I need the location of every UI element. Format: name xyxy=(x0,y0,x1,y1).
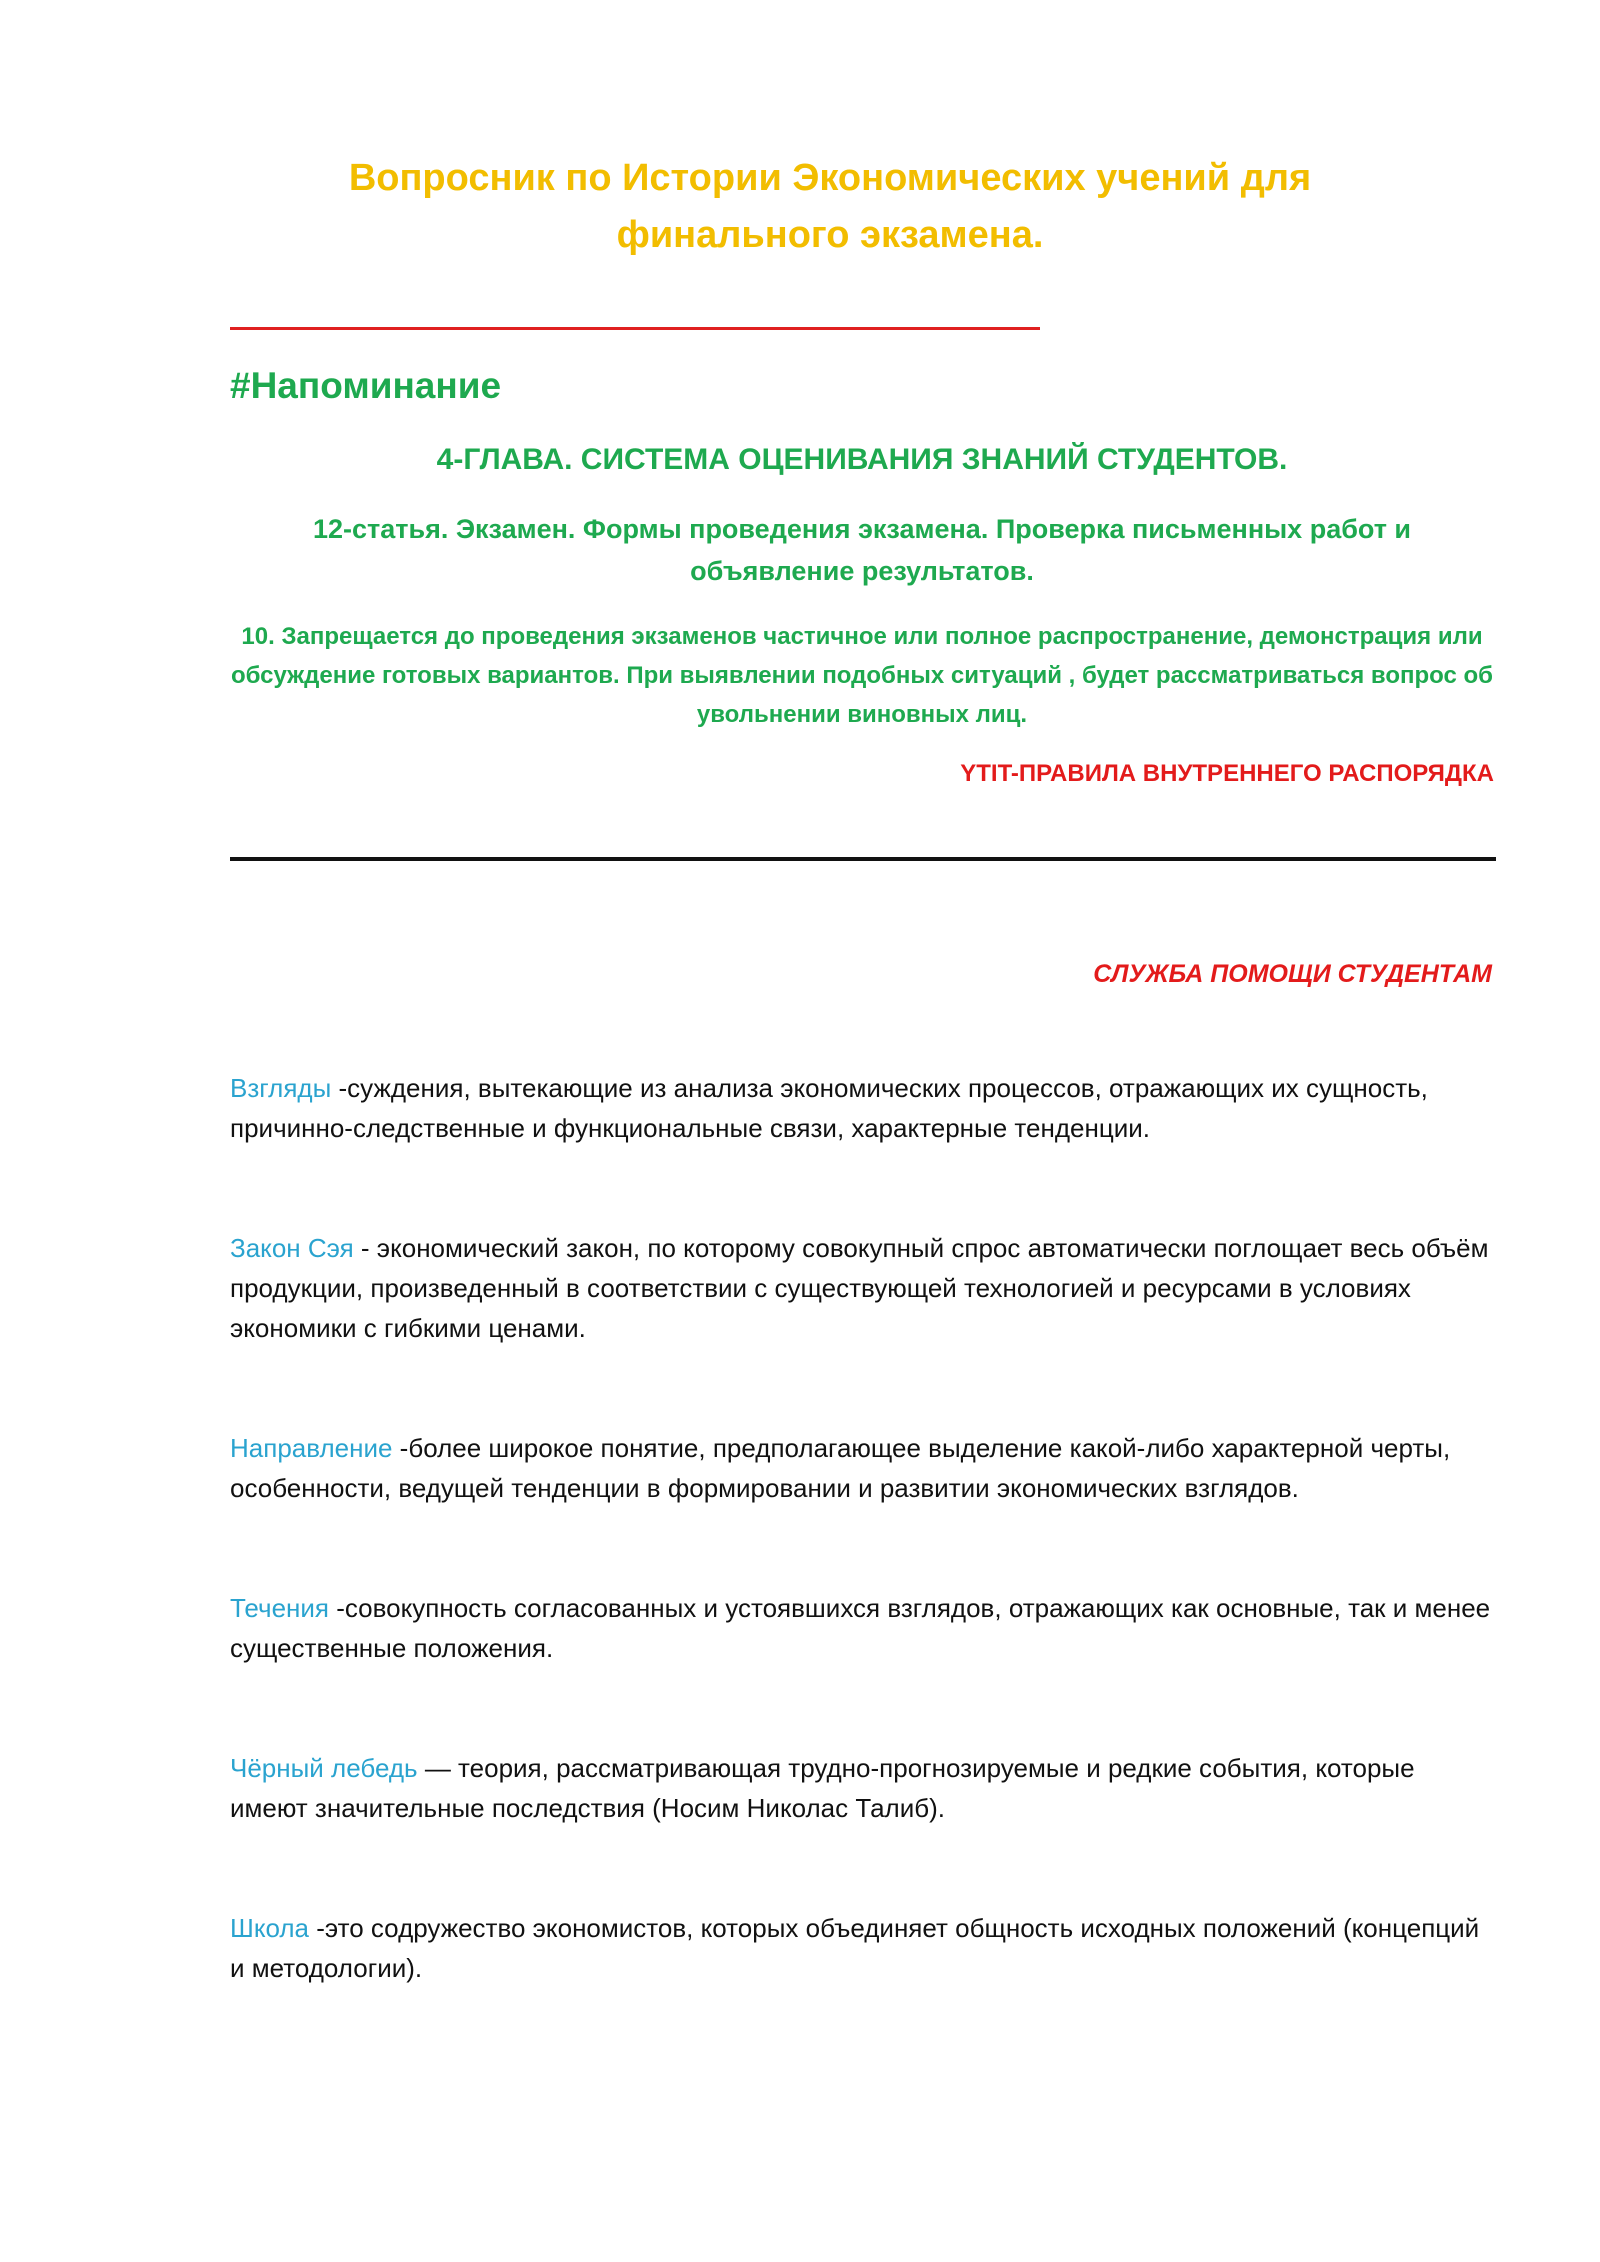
rule-10-text: 10. Запрещается до проведения экзаменов частичное или полное распространение, демонстрация или обсуждение готовых вариантов. При выявлении подобных ситуаций , будет рассматриваться вопрос об увольнении виновных лиц. xyxy=(230,623,1493,728)
definition-item xyxy=(230,1908,1496,1988)
definition-term: Закон Сэя xyxy=(230,1233,354,1263)
article-heading: 12-статья. Экзамен. Формы проведения экзамена. Проверка письменных работ и объявление результатов. xyxy=(312,514,1412,586)
definition-term: Направление xyxy=(230,1433,393,1463)
definition-term: Взгляды xyxy=(230,1073,332,1103)
definition-term: Чёрный лебедь xyxy=(230,1753,418,1783)
definition-term: Течения xyxy=(230,1593,329,1623)
rules-source-label: YTIT-ПРАВИЛА ВНУТРЕННЕГО РАСПОРЯДКА xyxy=(960,760,1494,787)
chapter-heading: 4-ГЛАВА. СИСТЕМА ОЦЕНИВАНИЯ ЗНАНИЙ СТУДЕНТОВ. xyxy=(436,443,1288,476)
definition-text: -совокупность согласованных и устоявшихся взглядов, отражающих как основные, так и менее существенные положения. xyxy=(230,1593,1491,1663)
definition-term: Школа xyxy=(230,1913,310,1943)
definition-item xyxy=(230,1428,1496,1508)
black-divider xyxy=(230,857,1496,861)
definition-item xyxy=(230,1068,1496,1148)
definition-text: - экономический закон, по которому совокупный спрос автоматически поглощает весь объём продукции, произведенный в соответствии с существующей технологией и ресурсами в условиях экономики с гибкими ценами. xyxy=(230,1233,1489,1343)
definition-text: — теория, рассматривающая трудно-прогнозируемые и редкие события, которые имеют значительные последствия (Носим Николас Талиб). xyxy=(230,1753,1415,1823)
definition-item xyxy=(230,1228,1496,1348)
help-service-label: СЛУЖБА ПОМОЩИ СТУДЕНТАМ xyxy=(1093,960,1492,988)
reminder-heading: #Напоминание xyxy=(230,365,502,406)
document-title: Вопросник по Истории Экономических учений для финального экзамена. xyxy=(348,157,1312,256)
definition-text: -суждения, вытекающие из анализа экономических процессов, отражающих их сущность, причинно-следственные и функциональные связи, характерные тенденции. xyxy=(230,1073,1428,1143)
definition-text: -это содружество экономистов, которых объединяет общность исходных положений (концепций и методологии). xyxy=(230,1913,1480,1983)
definition-item xyxy=(230,1588,1496,1668)
definition-text: -более широкое понятие, предполагающее выделение какой-либо характерной черты, особенности, ведущей тенденции в формировании и развитии экономических взглядов. xyxy=(230,1433,1451,1503)
definition-item xyxy=(230,1748,1496,1828)
red-divider xyxy=(230,327,1040,330)
